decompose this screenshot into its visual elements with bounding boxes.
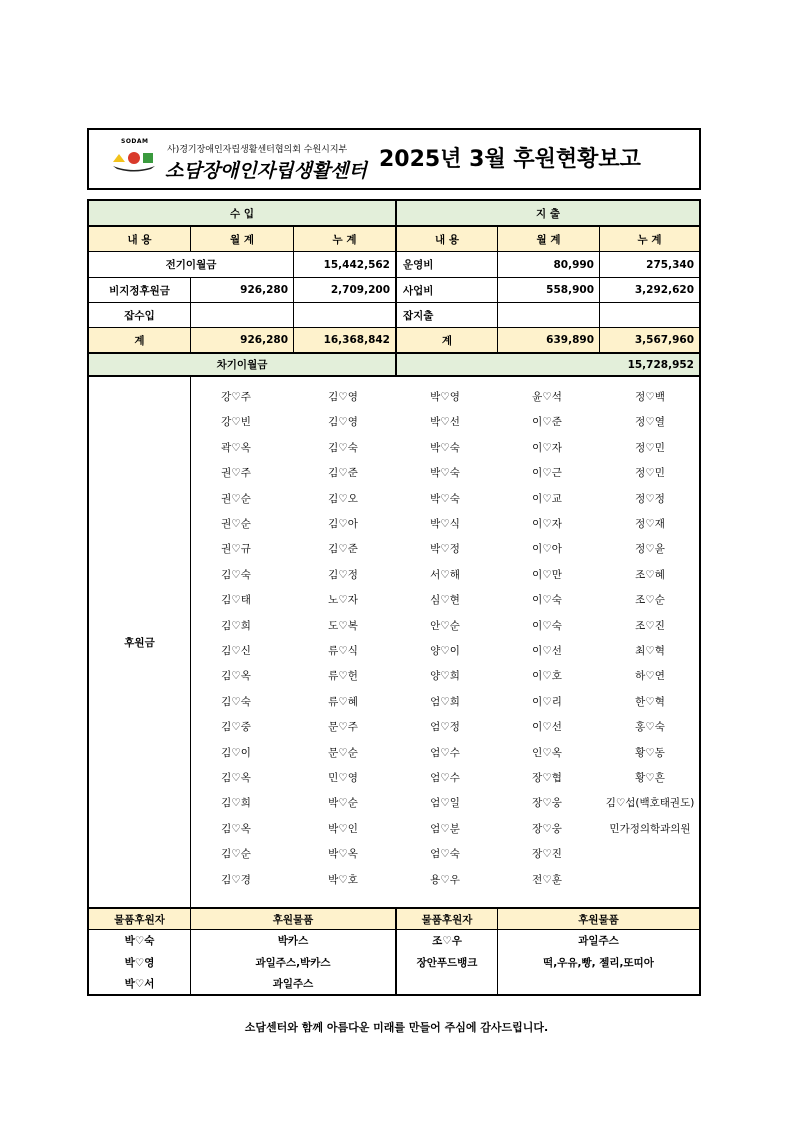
column-header-content: 내 용: [395, 225, 497, 251]
report-header: [87, 128, 701, 190]
goods-item: 박카스: [190, 929, 395, 951]
donor-name: 권♡순: [221, 492, 251, 505]
donor-name: 인♡옥: [532, 746, 562, 759]
goods-donor: 박♡서: [124, 978, 155, 990]
donor-name: 김♡옥: [221, 822, 251, 835]
column-header-month: 월 계: [497, 225, 599, 251]
donor-name: 서♡해: [430, 568, 460, 581]
donor-name: 민가정의학과의원: [609, 822, 691, 835]
expense-label: 운영비: [395, 251, 497, 277]
goods-item-header: 후원물품: [497, 907, 699, 929]
goods-donor: 박♡영: [124, 956, 155, 969]
donor-name: 김♡영: [328, 391, 358, 403]
goods-item: [497, 973, 699, 994]
donor-name: 이♡호: [532, 670, 562, 683]
donor-name: 김♡숙: [221, 568, 251, 581]
donor-name: 이♡리: [532, 695, 562, 708]
donor-name: 김♡숙: [221, 695, 251, 708]
donor-name: 김♡숙: [328, 441, 358, 454]
expense-header: 지 출: [395, 201, 699, 225]
donor-name: 이♡숙: [532, 594, 562, 607]
logo-icon: [111, 146, 157, 172]
donor-name: 박♡정: [430, 543, 460, 556]
expense-cumulative: 3,292,620: [599, 277, 699, 302]
donor-name: 홍♡숙: [635, 721, 665, 734]
donor-name: 엄♡수: [430, 746, 460, 759]
income-header: 수 입: [89, 201, 395, 225]
column-header-month: 월 계: [190, 225, 293, 251]
expense-cumulative: 3,567,960: [599, 327, 699, 352]
donor-name: 민♡영: [328, 772, 358, 784]
footer-message: 소담센터와 함께 아름다운 미래를 만들어 주심에 감사드립니다.: [244, 1021, 549, 1034]
donor-name: 황♡동: [635, 746, 665, 759]
donor-name: 권♡순: [221, 518, 251, 530]
center-logo: [107, 138, 367, 184]
logo-brand: SODAM: [121, 138, 149, 145]
donor-name: 엄♡일: [430, 797, 460, 810]
donor-name: 정♡민: [635, 467, 665, 480]
column-header-content: 내 용: [89, 225, 190, 251]
donor-name: 김♡이: [221, 746, 251, 759]
goods-item-header: 후원물품: [190, 907, 395, 929]
donor-name: 박♡순: [328, 797, 358, 810]
income-cumulative: 2,709,200: [293, 277, 395, 302]
donor-name: 박♡선: [430, 416, 460, 429]
donor-name: 정♡재: [635, 518, 665, 530]
donor-name: 이♡교: [532, 492, 562, 505]
goods-donor: [395, 973, 497, 994]
donor-name: 도♡복: [328, 619, 358, 632]
expense-month: [497, 302, 599, 327]
donor-name: 이♡만: [532, 568, 562, 581]
income-month: 926,280: [190, 327, 293, 352]
donor-name: 정♡윤: [635, 543, 665, 556]
donor-name: 장♡웅: [532, 822, 562, 835]
donor-name: 최♡혁: [635, 645, 665, 657]
donor-name: 류♡헌: [328, 670, 358, 683]
expense-label: 계: [395, 327, 497, 352]
donor-name: 박♡영: [430, 391, 460, 403]
donor-name: 류♡혜: [328, 695, 358, 708]
donor-name: 심♡현: [430, 594, 460, 607]
income-label: 전기이월금: [89, 251, 293, 277]
donor-name: 이♡선: [532, 645, 562, 657]
donor-name: 김♡옥: [221, 670, 251, 683]
donor-name: 엄♡정: [430, 721, 460, 734]
donor-name: 정♡정: [635, 492, 665, 505]
donor-name: 문♡순: [328, 746, 358, 759]
donor-name: 전♡훈: [532, 873, 562, 886]
donor-name: 이♡근: [532, 467, 562, 480]
income-label: 비지정후원금: [89, 277, 190, 302]
donor-name: 조♡진: [635, 619, 665, 632]
donor-name: 이♡아: [532, 543, 562, 556]
donor-name: 정♡백: [635, 391, 665, 403]
expense-cumulative: 275,340: [599, 251, 699, 277]
donor-name: 김♡준: [328, 543, 358, 556]
donations-label: 후원금: [89, 375, 190, 907]
income-month: 926,280: [190, 277, 293, 302]
donor-name: 박♡식: [430, 518, 460, 530]
expense-month: 639,890: [497, 327, 599, 352]
donor-name: 이♡자: [532, 441, 562, 454]
donor-name: 권♡규: [221, 543, 251, 556]
goods-donor: 박♡숙: [89, 929, 190, 951]
goods-item: 과일주스,박카스: [190, 951, 395, 973]
donor-name: 장♡진: [532, 848, 562, 861]
donor-name: 엄♡분: [430, 822, 460, 835]
donor-name: 김♡영: [328, 416, 358, 429]
donor-name: 엄♡희: [430, 695, 460, 708]
goods-donor: 조♡우: [395, 929, 497, 951]
donor-name: 엄♡수: [430, 772, 460, 784]
donor-name: 김♡오: [328, 492, 358, 505]
goods-donor: 장안푸드뱅크: [395, 951, 497, 973]
donor-name: 박♡인: [328, 822, 358, 835]
donor-name: 엄♡숙: [430, 848, 460, 861]
carry-over-label: 차기이월금: [89, 352, 395, 375]
expense-cumulative: [599, 302, 699, 327]
donor-name: 양♡이: [430, 645, 460, 657]
donor-name: 이♡준: [532, 416, 562, 429]
donor-name: 김♡희: [221, 619, 251, 632]
donor-name: 김♡순: [221, 848, 251, 861]
donor-name: 김♡신: [221, 645, 251, 657]
donor-name: 박♡숙: [430, 441, 460, 454]
donor-name: 윤♡석: [532, 391, 562, 403]
donor-name: 박♡숙: [430, 492, 460, 505]
donor-name: 장♡협: [532, 772, 562, 784]
donor-name: 김♡아: [328, 518, 358, 530]
donor-name: 한♡혁: [635, 695, 665, 708]
income-cumulative: [293, 302, 395, 327]
donor-name: 김♡경: [221, 873, 251, 886]
donor-name: 강♡주: [221, 391, 251, 403]
goods-donor-header: 물품후원자: [395, 907, 497, 929]
goods-donor-header: 물품후원자: [89, 907, 190, 929]
donor-name: 안♡순: [430, 619, 460, 632]
donor-name: 강♡빈: [221, 416, 251, 429]
income-month: [190, 302, 293, 327]
report-table: [87, 199, 701, 996]
donor-name: 조♡혜: [635, 568, 665, 581]
donor-name: 김♡옥: [221, 772, 251, 784]
donor-name: 박♡옥: [328, 848, 358, 861]
donor-name: 이♡자: [532, 518, 562, 530]
donor-name: 정♡민: [635, 441, 665, 454]
page-title: 2025년 3월 후원현황보고: [379, 147, 641, 172]
donor-name: 하♡연: [635, 670, 665, 683]
donor-name: 이♡숙: [532, 619, 562, 632]
donor-name: 노♡자: [328, 594, 358, 607]
donor-name: 정♡열: [635, 416, 665, 429]
goods-item: 과일주스: [190, 973, 395, 994]
expense-label: 사업비: [395, 277, 497, 302]
donor-name: 곽♡옥: [221, 441, 251, 454]
income-label: 계: [89, 327, 190, 352]
donor-name: 김♡태: [221, 594, 251, 607]
goods-item: 과일주스: [497, 929, 699, 951]
goods-item: 떡,우유,빵, 젤리,또띠아: [497, 951, 699, 973]
donor-name: 조♡순: [635, 594, 665, 607]
expense-month: 558,900: [497, 277, 599, 302]
donor-name: 김♡준: [328, 467, 358, 480]
income-cumulative: 15,442,562: [293, 251, 395, 277]
donor-name: 이♡선: [532, 721, 562, 734]
donor-name: 김♡중: [221, 721, 251, 734]
column-header-cumulative: 누 계: [293, 225, 395, 251]
column-header-cumulative: 누 계: [599, 225, 699, 251]
organization-name: 사)경기장애인자립생활센터협의회 수원시지부: [167, 145, 348, 155]
carry-over-value: 15,728,952: [395, 352, 699, 375]
donor-name: 용♡우: [430, 873, 460, 886]
center-name: 소담장애인자립생활센터: [165, 160, 367, 182]
donor-name: 류♡식: [328, 645, 358, 657]
income-label: 잡수입: [89, 302, 190, 327]
donor-name: 박♡호: [328, 873, 358, 886]
income-cumulative: 16,368,842: [293, 327, 395, 352]
donor-name: 양♡희: [430, 670, 460, 683]
donor-name: 권♡주: [221, 467, 251, 480]
donor-name: 김♡정: [328, 568, 358, 581]
expense-label: 잡지출: [395, 302, 497, 327]
donor-name: 박♡숙: [430, 467, 460, 480]
donor-name: 황♡흔: [635, 772, 665, 784]
donor-name: 김♡희: [221, 797, 251, 810]
donor-name: 문♡주: [328, 721, 358, 734]
donor-name: 김♡섭(백호태권도): [605, 797, 695, 810]
donor-name: 장♡웅: [532, 797, 562, 810]
expense-month: 80,990: [497, 251, 599, 277]
